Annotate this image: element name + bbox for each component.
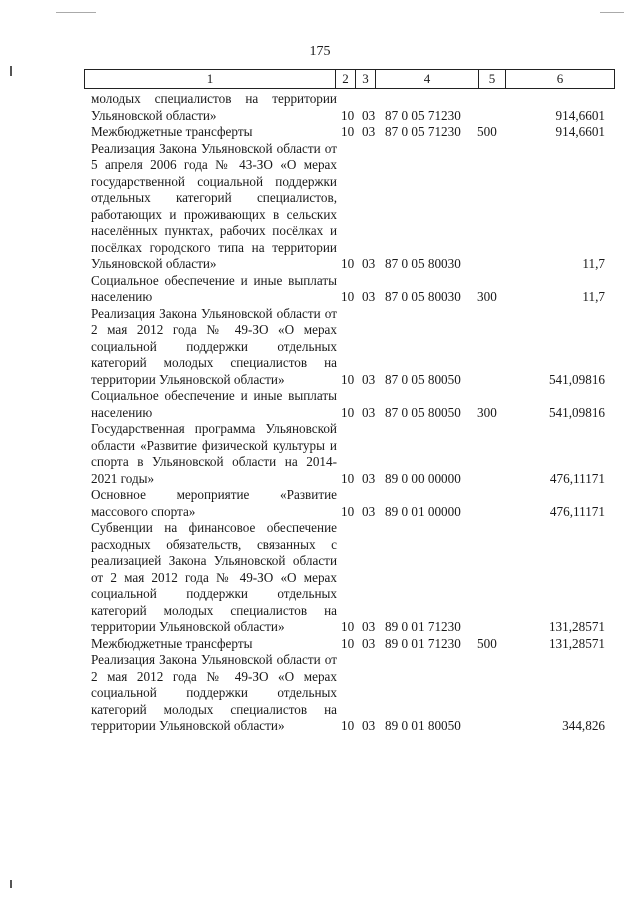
column-header-4: 4 bbox=[376, 70, 479, 89]
row-subsection-code: 03 bbox=[362, 124, 376, 139]
row-amount: 541,09816 bbox=[548, 404, 605, 420]
row-subsection-code: 03 bbox=[362, 107, 376, 123]
row-amount: 131,28571 bbox=[548, 619, 605, 634]
row-amount: 11,7 bbox=[582, 289, 605, 304]
row-target-article-code: 89 0 01 00000 bbox=[385, 503, 461, 519]
row-target-article-code: 87 0 05 80030 bbox=[385, 289, 461, 304]
table-row bbox=[0, 520, 640, 636]
row-section-code: 10 bbox=[341, 635, 355, 651]
row-description: Субвенции на финансовое обеспечение расходных обязательств, связанных с реализацией Закона Ульяновской области от 2 мая 2012 года № 49-ЗО «О мерах социальной поддержки отдельных категорий молодых специалистов на территории Ульяновской области» bbox=[91, 520, 337, 634]
column-header-3: 3 bbox=[356, 70, 376, 89]
row-target-article-code: 87 0 05 71230 bbox=[385, 107, 461, 123]
column-header-table bbox=[84, 69, 615, 89]
row-amount: 344,826 bbox=[562, 718, 605, 733]
table-row bbox=[0, 306, 640, 389]
row-target-article-code: 89 0 01 71230 bbox=[385, 619, 461, 634]
row-target-article-code: 87 0 05 80030 bbox=[385, 256, 461, 271]
row-subsection-code: 03 bbox=[362, 635, 376, 651]
table-row bbox=[0, 273, 640, 306]
row-description: Реализация Закона Ульяновской области от 2 мая 2012 года № 49-ЗО «О мерах социальной поддержки отдельных категорий молодых специалистов на территории Ульяновской области» bbox=[91, 305, 337, 387]
table-row bbox=[0, 124, 640, 141]
column-header-6: 6 bbox=[506, 70, 615, 89]
table-row bbox=[0, 652, 640, 735]
row-amount: 131,28571 bbox=[548, 635, 605, 651]
row-description: Социальное обеспечение и иные выплаты населению bbox=[91, 388, 337, 420]
row-description: Реализация Закона Ульяновской области от 2 мая 2012 года № 49-ЗО «О мерах социальной поддержки отдельных категорий молодых специалистов на территории Ульяновской области» bbox=[91, 652, 337, 733]
row-subsection-code: 03 bbox=[362, 289, 376, 304]
scan-mark bbox=[56, 12, 96, 13]
column-header-5: 5 bbox=[479, 70, 506, 89]
table-row bbox=[0, 91, 640, 124]
row-target-article-code: 87 0 05 71230 bbox=[385, 124, 461, 139]
row-target-article-code: 89 0 01 80050 bbox=[385, 718, 461, 733]
scan-mark bbox=[10, 66, 12, 76]
row-section-code: 10 bbox=[341, 718, 355, 733]
row-amount: 476,11171 bbox=[549, 470, 605, 486]
row-section-code: 10 bbox=[341, 124, 355, 139]
row-target-article-code: 89 0 00 00000 bbox=[385, 470, 461, 486]
row-amount: 476,11171 bbox=[549, 503, 605, 519]
row-description: Основное мероприятие «Развитие массового спорта» bbox=[91, 487, 337, 519]
row-section-code: 10 bbox=[341, 619, 355, 634]
row-description: молодых специалистов на территории Ульяновской области» bbox=[91, 91, 337, 123]
row-section-code: 10 bbox=[341, 289, 355, 304]
row-target-article-code: 87 0 05 80050 bbox=[385, 371, 461, 387]
row-section-code: 10 bbox=[341, 107, 355, 123]
row-subsection-code: 03 bbox=[362, 371, 376, 387]
table-row bbox=[0, 421, 640, 487]
row-subsection-code: 03 bbox=[362, 470, 376, 486]
row-amount: 541,09816 bbox=[548, 371, 605, 387]
row-subsection-code: 03 bbox=[362, 619, 376, 634]
row-section-code: 10 bbox=[341, 404, 355, 420]
row-description: Межбюджетные трансферты bbox=[91, 635, 253, 651]
budget-table-body bbox=[0, 91, 640, 735]
row-section-code: 10 bbox=[341, 470, 355, 486]
row-amount: 11,7 bbox=[582, 256, 605, 271]
table-row bbox=[0, 388, 640, 421]
column-header-1: 1 bbox=[85, 70, 336, 89]
row-description: Государственная программа Ульяновской области «Развитие физической культуры и спорта в Ульяновской области на 2014-2021 годы» bbox=[91, 421, 337, 486]
row-subsection-code: 03 bbox=[362, 404, 376, 420]
table-row bbox=[0, 141, 640, 273]
row-subsection-code: 03 bbox=[362, 256, 376, 271]
row-section-code: 10 bbox=[341, 256, 355, 271]
row-description: Реализация Закона Ульяновской области от 5 апреля 2006 года № 43-ЗО «О мерах государственной социальной поддержки отдельных категорий специалистов, работающих и проживающих в сельских населённых пунктах, рабочих посёлках и посёлках городского типа на территории Ульяновской области» bbox=[91, 140, 337, 271]
row-target-article-code: 89 0 01 71230 bbox=[385, 635, 461, 651]
row-amount: 914,6601 bbox=[555, 124, 605, 139]
row-description: Социальное обеспечение и иные выплаты населению bbox=[91, 272, 337, 304]
row-description: Межбюджетные трансферты bbox=[91, 124, 253, 139]
row-expense-type-code: 500 bbox=[477, 635, 497, 651]
column-header-2: 2 bbox=[336, 70, 356, 89]
page-number: 175 bbox=[309, 44, 331, 59]
row-section-code: 10 bbox=[341, 371, 355, 387]
row-expense-type-code: 300 bbox=[477, 404, 497, 420]
row-subsection-code: 03 bbox=[362, 503, 376, 519]
scan-mark bbox=[10, 880, 12, 888]
table-row bbox=[0, 636, 640, 653]
row-subsection-code: 03 bbox=[362, 718, 376, 733]
row-target-article-code: 87 0 05 80050 bbox=[385, 404, 461, 420]
column-header-row bbox=[85, 70, 615, 89]
table-row bbox=[0, 487, 640, 520]
row-expense-type-code: 300 bbox=[477, 289, 497, 304]
row-section-code: 10 bbox=[341, 503, 355, 519]
row-expense-type-code: 500 bbox=[477, 124, 497, 139]
row-amount: 914,6601 bbox=[555, 107, 605, 123]
scan-mark bbox=[600, 12, 624, 13]
